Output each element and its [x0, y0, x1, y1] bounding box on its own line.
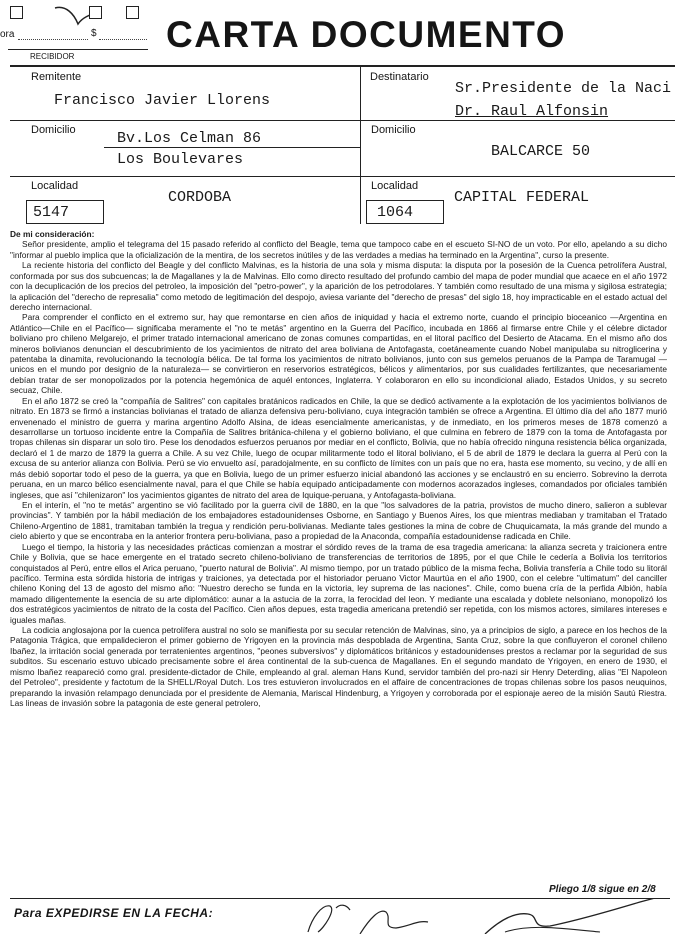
paragraph: Luego el tiempo, la historia y las necesidades prácticas comienzan a mostrar el sórdido reves de la trama de esa tragedia americana: la alianza secreta y traicionera entre Chile y Bolivia, que se hace emergente en el tratado secreto chileno-boliviano de transferencias de territorios de 1895, por el que Chile le cedería a Bolivia los territorios conquistados al Perú, entre ellos el Arica peruano, "puerto natural de Bolivia". Al mismo tiempo, por un tratado público de la misma fecha, Bolivia transfería a Chile todo su litorál pacífico. Termina esta sórdida historia de intrigas y traiciones, ya detectada por el historiador peruano Victor Maurtúa en el año 1900, con el celebre "ultimatum" del canciller chileno Koning del 13 de agosto del mismo año: "Nuestro derecho se funda en la victoria, ley suprema de las naciones". Chile, como buena cría de la perfida Albión, había mamado diligentemente la esencia de su arte diplomático: aunar a la astucia de la zorra, la ferocidad del leon. Y mediante una escalada y doblete nelsoniano, monopolizó los dos estratégicos yacimientos de nitrato de la costa del Pacífico. Cien años depues, esta tragedia americana pretendió ser repetida, con los mismos actores, similares intereses e iguales mañas.	[10, 541, 667, 625]
paragraph: Señor presidente, amplio el telegrama del 15 pasado referido al conflicto del Beagle, tema que tampoco cabe en el escueto SI-NO de un voto. Por ello, apelando a su dicho "informar al pueblo implica que la oficialización de la mentira, de los secretos inútiles y de las verdades a medias ha terminado en la Argentina", curso la presente.	[10, 239, 667, 260]
document-title: CARTA DOCUMENTO	[166, 14, 567, 55]
recipient-address-label: Domicilio	[371, 124, 416, 136]
sender-postal-code: 5147	[33, 204, 70, 221]
sender-label: Remitente	[31, 71, 82, 83]
receiver-line	[8, 49, 148, 50]
card-center-divider	[360, 65, 361, 224]
sender-address-label: Domicilio	[31, 124, 76, 136]
recipient-address: BALCARCE 50	[491, 143, 591, 160]
letter-body	[10, 229, 667, 708]
recipient-label: Destinatario	[370, 71, 429, 83]
checkbox-2[interactable]	[89, 6, 102, 19]
sender-locality: CORDOBA	[168, 189, 232, 206]
sender-address-line2: Los Boulevares	[117, 151, 244, 168]
sender-locality-label: Localidad	[31, 180, 79, 192]
recipient-name-line1: Sr.Presidente de la Naci	[455, 80, 672, 97]
dotted-line-amount	[99, 39, 147, 40]
sender-address-line1: Bv.Los Celman 86	[117, 130, 262, 147]
recipient-locality-label: Localidad	[371, 180, 419, 192]
recipient-name-line2: Dr. Raul Alfonsin	[455, 103, 609, 120]
paragraph: En el año 1872 se creó la "compañía de Salitres" con capitales bratánicos radicados en Chile, la que se dedicó activamente a la explotación de los yacimientos bolivianos de nitrato. En 1873 se firmó a instancias bolivianas el tratado de alianza defensiva peru-boliviano, cuya integración también se ofrece a Argentina. El último día del año 1877 murió envenenado el ministro de guerra y marina argentino Adolfo Alsina, de ideas esencialmente americanistas, y de inmediato, en los primeros meses de 1878 comenzó a desarrollarse un tortuoso incidente entre la Compañía de Salitres británica-chilena y el gobierno boliviano, el que culmina en febrero de 1879 con la toma de Antofagasta por tropas chilenas sin disparar un solo tiro. Pese los denodados esfuerzos peruanos por mediar en el conflicto, Bolivia, que no había ofrecido ninguna resistencia bélica organizada, declaró el 1 de marzo de 1879 la guerra a Chile. A su vez Chile, luego de ocupar militarmente todo el litoral boliviano, el 5 de abril de 1879 le declara la guerra al Perú con la excusa de su anterior alianza con Bolivia. Perú se vio envuelto así, paradojalmente, en su conflicto de límites con un país que no era, hasta ese momento, su vecino, y de allí en más debió soportar todo el peso de la guerra, ya que en Bolivia, luego de un primer esfuerzo inicial abandonó las acciones y se enclaustró en su encierro. Sobrevino la derrota peruana, en un marco bélico esencialmente naval, para el que Chile se había equipado anticipadamente con modernos acorazados ingleses, comandados por oficiales también ingleses, que así "chilenizaron" los yacimientos gigantes de nitrato del area de Iquique-peruana, y Antofagasta-boliviana.	[10, 395, 667, 500]
sender-address-underline-1	[104, 147, 360, 148]
paragraph: La reciente historia del conflicto del Beagle y del conflicto Malvinas, es la historia de una sola y misma disputa: la disputa por la posesión de la Cuenca petrolífera Austral, conformada por sus dos subcuencas; la de Magallanes y la de Malvinas. Ello como directo resultado del profundo cambio del mapa de poder mundial que acaece en el año 1972 con la decuplicación de los precios del petroleo, la imposición del "petro-power", y la aparición de los petrodolares. Y también como resultado de una misma y sigilosa estrategia; la aplicación del "derecho de represalia" como metodo de legitimación del despojo, aviesa variante del "derecho de presas" del siglo 18, hoy impracticable en el estado actual del derecho internacional.	[10, 260, 667, 312]
receiver-label: RECIBIDOR	[30, 52, 75, 61]
recipient-postal-code: 1064	[377, 204, 414, 221]
currency-symbol: $	[91, 28, 97, 39]
paragraph: La codicia anglosajona por la cuenca petrolífera austral no solo se manifiesta por su secular retención de Malvinas, sino, ya a principios de siglo, a parece en los hechos de la Patagonia Trágica, que empalidecieron el primer gobierno de Yrigoyen en la provincia más despoblada de Argentina, Santa Cruz, sobre la que confluyeron el coronel chileno Ibañez, la irritación social generada por terratenientes argentinos, "peones subversivos" y diplomáticos británicos y estadounidenses prestos a reclamar por la seguridad de sus subditos. Su escenario estuvo ubicado precisamente sobre el área continental de la sub-cuenca de Magallanes. En el segundo mandato de Yrigoyen, en enero de 1930, el mismo Ibañez reapareció como gral. presidente-dictador de Chile, empleando al gral. aleman Hans Kund, servidor también del pro-nazi sir Henry Deterding, alias "El Napoleon del Petroleo", presidente y factotum de la SHELL/Royal Dutch. Los tres estuvieron involucrados en el affaire de concentraciones de tropas chilenas sobre los pasos neuquinos, preparando la invasión relampago denunciada por el presidente de Alemania, Mariscal Hindenburg, a Yrigoyen y corroborada por el espionaje aereo de la misión Sautú Riestra. Las lineas de invasión sobre la patagonia de este general petrolero,	[10, 625, 667, 708]
sender-name: Francisco Javier Llorens	[54, 92, 271, 109]
continuation-note: Pliego 1/8 sigue en 2/8	[549, 884, 656, 895]
recipient-locality: CAPITAL FEDERAL	[454, 189, 590, 206]
paragraph: En el interín, el "no te metás" argentino se vió facilitado por la guerra civil de 1880, en la que "los salvadores de la patria, provistos de mucho dinero, salieron a sublevar provincias". Y también por la hábil mediación de los embajadores estadounidenses Osborne, en Santiago y Buenos Aires, los que mientras mediaban y tramitaban el Tratado Chileno-Argentino de 1881, tramitaban también la tregua y rendición peru-bolivianas. Mediante tales gestiones la mina de cobre de Chuquicamata, la más grande del mundo a cielo abierto y que se encontraba en la anterior frontera peru-boliviana, paso a propiedad de la Anaconda, compañía estadounidense radicada en Chile.	[10, 499, 667, 542]
handwritten-note: Para EXPEDIRSE EN LA FECHA:	[14, 906, 214, 920]
paragraph: Para comprender el conflicto en el extremo sur, hay que remontarse en cien años de iniquidad y hacia el extremo norte, cuando el principio bioceanico —Argentina en Atlántico—Chile en el Pacífico— significaba meramente el "no te metás" argentino en la Guerra del Pacífico, incubada en 1866 al firmarse entre Chile y el célebre dictador boliviano pro chileno Melgarejo, el primer tratado internacional americano de zonas comunes compartidas, en el litoral pacífico del Desierto de Atacama. En el mismo año dos mineros bolivianos denuncian el descubrimiento de los yacimientos de nitrato del area boliviana de Antofagasta, coetáneamente cuando Nobel manipulaba su nitroglicerina y patentaba la dinamita, revolucionando la tecnología bélica. De tal forma los yacimientos de nitrato bolivianos, junto con sus gemelos peruanos de la Pampa de Taramugal —unicos en el mundo por designio de la naturaleza— se convirtieron en reservorios estratégicos, bélicos y alimentarios, por sus cualidades fertilizantes, que necesariamente debían tratar de ser monopolizados por la potencia hegemónica de aquél entonces, Inglaterra. Y colaboraron en ello su incondicional aliado, Estados Unidos, y su secreto secuaz, Chile.	[10, 312, 667, 396]
header-label-left: ora	[0, 29, 15, 40]
card-row-divider-2	[10, 176, 675, 177]
card-row-divider-1	[10, 120, 675, 121]
salutation: De mi consideración:	[10, 229, 95, 239]
checkbox-3[interactable]	[126, 6, 139, 19]
dotted-line-left	[18, 39, 88, 40]
checkbox-1[interactable]	[10, 6, 23, 19]
signature-scribble-icon	[300, 898, 675, 934]
